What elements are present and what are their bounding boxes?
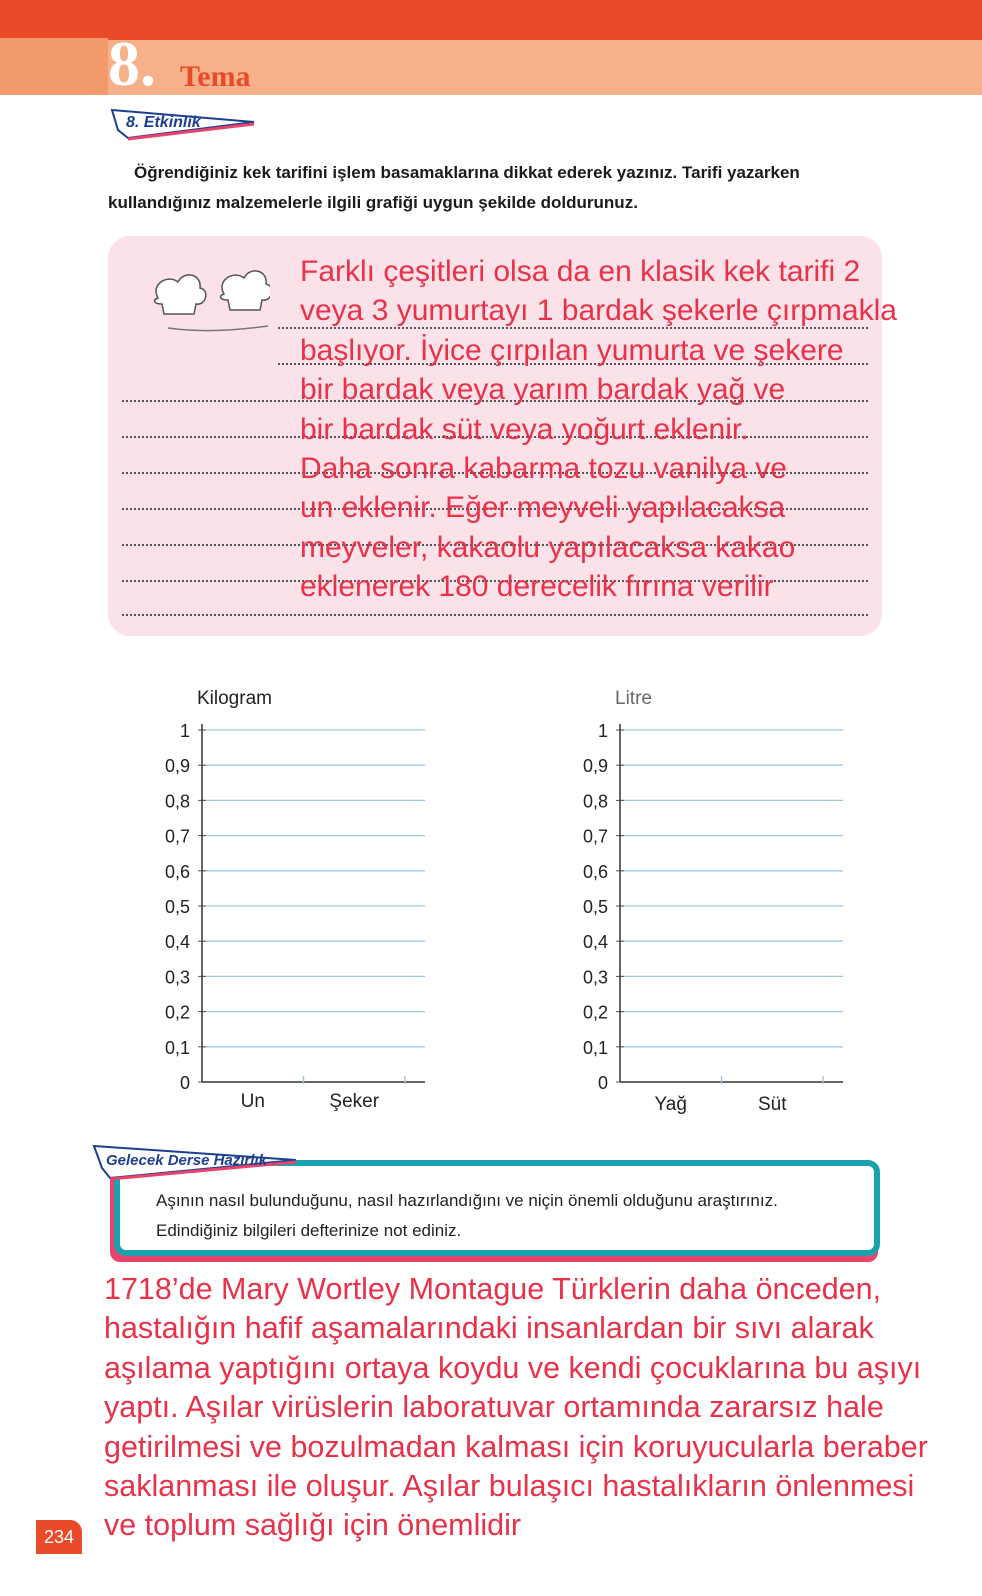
y-tick-label: 1 [597,721,608,741]
recipe-line: veya 3 yumurtayı 1 bardak şekerle çırpmakla [300,294,897,328]
y-tick-label: 0,3 [164,967,190,988]
recipe-line: bir bardak veya yarım bardak yağ ve [300,373,786,407]
y-tick-label: 0,7 [582,826,608,847]
next-lesson-line: Edindiğiniz bilgileri defterinize not ediniz. [156,1221,462,1240]
y-tick-label: 0,6 [164,861,190,882]
writing-line [122,614,868,616]
y-tick-label: 0 [597,1073,608,1093]
recipe-line: başlıyor. İyice çırpılan yumurta ve şekere [300,333,844,367]
recipe-line: meyveler, kakaolu yapılacaksa kakao [300,530,796,564]
y-tick-label: 0,4 [582,932,608,953]
chart-kilogram [150,680,450,1125]
recipe-line: eklenerek 180 derecelik fırına verilir [300,570,774,604]
answer-line: getirilmesi ve bozulmadan kalması için koruyucularla beraber [104,1429,928,1464]
answer-line: yaptı. Aşılar virüslerin laboratuvar ortamında zararsız hale [104,1390,884,1425]
y-tick-label: 0,6 [582,861,608,882]
recipe-handwriting [300,252,910,607]
y-tick-label: 0,7 [164,826,190,847]
answer-line: hastalığın hafif aşamalarındaki insanlardan bir sıvı alarak [104,1311,874,1346]
y-tick-label: 0,2 [582,1002,608,1023]
y-tick-label: 0,5 [582,897,608,917]
instructions-text: Öğrendiğiniz kek tarifini işlem basamaklarına dikkat ederek yazınız. Tarifi yazarken kullandığınız malzemelerle ilgili grafiği uygun şekilde doldurunuz. [108,163,800,212]
activity-banner [108,106,258,142]
y-tick-label: 0,8 [582,791,608,812]
x-tick-label: Yağ [654,1094,687,1115]
answer-line: 1718’de Mary Wortley Montague Türklerin daha önceden, [104,1272,882,1306]
next-lesson-text [156,1186,876,1246]
chart-litre-svg [568,680,868,1120]
next-lesson-label: Gelecek Derse Hazırlık [106,1152,267,1169]
activity-label: 8. Etkinlik [126,114,201,131]
y-tick-label: 0 [179,1073,190,1093]
x-tick-label: Süt [757,1094,787,1115]
y-axis-label: Litre [615,688,652,709]
x-tick-label: Un [240,1091,265,1112]
chart-litre [568,680,868,1125]
recipe-line: bir bardak süt veya yoğurt eklenir. [300,412,749,446]
y-tick-label: 0,8 [164,791,190,812]
chart-kilogram-svg [150,680,450,1120]
header-tab [0,38,108,95]
next-lesson-line: Aşının nasıl bulunduğunu, nasıl hazırlandığını ve niçin önemli olduğunu araştırınız. [156,1191,778,1210]
y-tick-label: 0,1 [582,1037,608,1058]
theme-label: Tema [180,60,251,93]
y-axis-label: Kilogram [197,688,272,709]
y-tick-label: 0,2 [164,1002,190,1023]
y-tick-label: 0,5 [164,897,190,917]
y-tick-label: 0,9 [582,756,608,777]
y-tick-label: 0,9 [164,756,190,777]
recipe-line: un eklenir. Eğer meyveli yapılacaksa [300,491,786,525]
y-tick-label: 0,1 [164,1037,190,1058]
y-tick-label: 0,4 [164,932,190,953]
answer-line: aşılama yaptığını ortaya koydu ve kendi çocuklarına bu aşıyı [104,1350,922,1385]
handwritten-answer [104,1270,964,1546]
recipe-line: Farklı çeşitleri olsa da en klasik kek tarifi 2 [300,255,861,288]
next-lesson-banner [90,1142,300,1182]
page-number: 234 [36,1520,82,1554]
chef-hat-icon [150,268,270,339]
y-tick-label: 0,3 [582,967,608,988]
x-tick-label: Şeker [329,1091,380,1112]
answer-line: saklanması ile oluşur. Aşılar bulaşıcı hastalıkların önlenmesi [104,1469,915,1504]
recipe-line: Daha sonra kabarma tozu vanilya ve [300,452,787,486]
y-tick-label: 1 [179,721,190,741]
theme-number: 8. [108,28,156,99]
answer-line: ve toplum sağlığı için önemlidir [104,1508,522,1543]
